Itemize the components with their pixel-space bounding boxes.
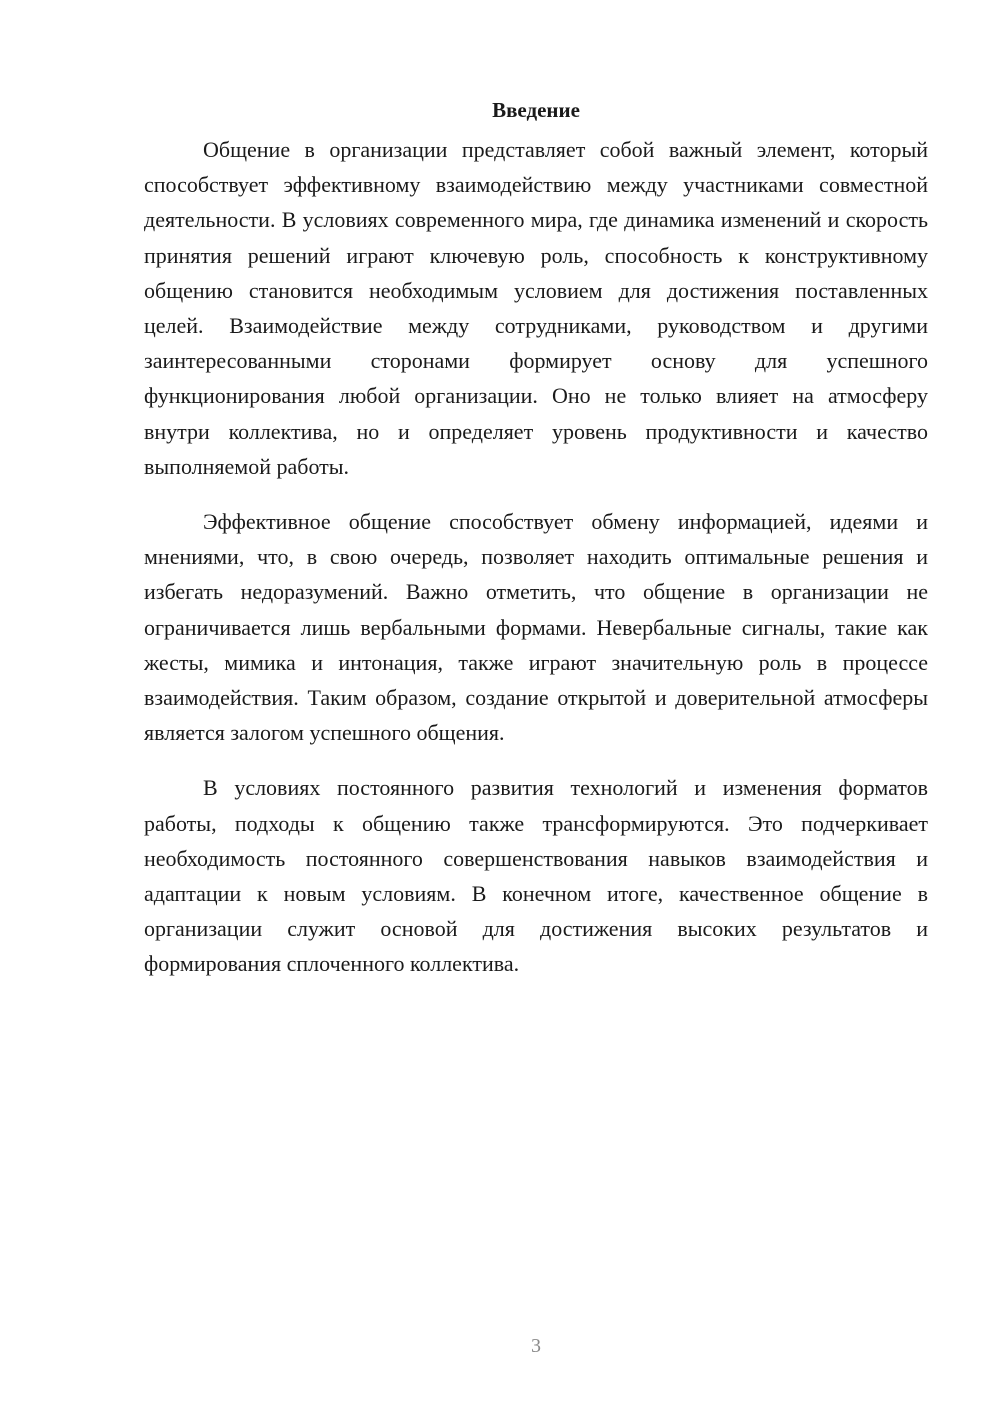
paragraph-2: Эффективное общение способствует обмену информацией, идеями и мнениями, что, в свою очередь, позволяет находить оптимальные решения и избегать недоразумений. Важно отметить, что общение в организации не ограничивается лишь вербальными формами. Невербальные сигналы, такие как жесты, мимика и интонация, также играют значительную роль в процессе взаимодействия. Таким образом, создание открытой и доверительной атмосферы является залогом успешного общения. <box>144 509 928 746</box>
paragraph-3: В условиях постоянного развития технологий и изменения форматов работы, подходы к общению также трансформируются. Это подчеркивает необходимость постоянного совершенствования навыков взаимодействия и адаптации к новым условиям. В конечном итоге, качественное общение в организации служит основой для достижения высоких результатов и формирования сплоченного коллектива. <box>144 775 928 977</box>
section-title: Введение <box>492 98 580 122</box>
page-number: 3 <box>531 1335 541 1357</box>
paragraph-1: Общение в организации представляет собой важный элемент, который способствует эффективному взаимодействию между участниками совместной деятельности. В условиях современного мира, где динамика изменений и скорость принятия решений играют ключевую роль, способность к конструктивному общению становится необходимым условием для достижения поставленных целей. Взаимодействие между сотрудниками, руководством и другими заинтересованными сторонами формирует основу для успешного функционирования любой организации. Оно не только влияет на атмосферу внутри коллектива, но и определяет уровень продуктивности и качество выполняемой работы. <box>144 137 928 479</box>
page-content <box>144 96 928 1002</box>
